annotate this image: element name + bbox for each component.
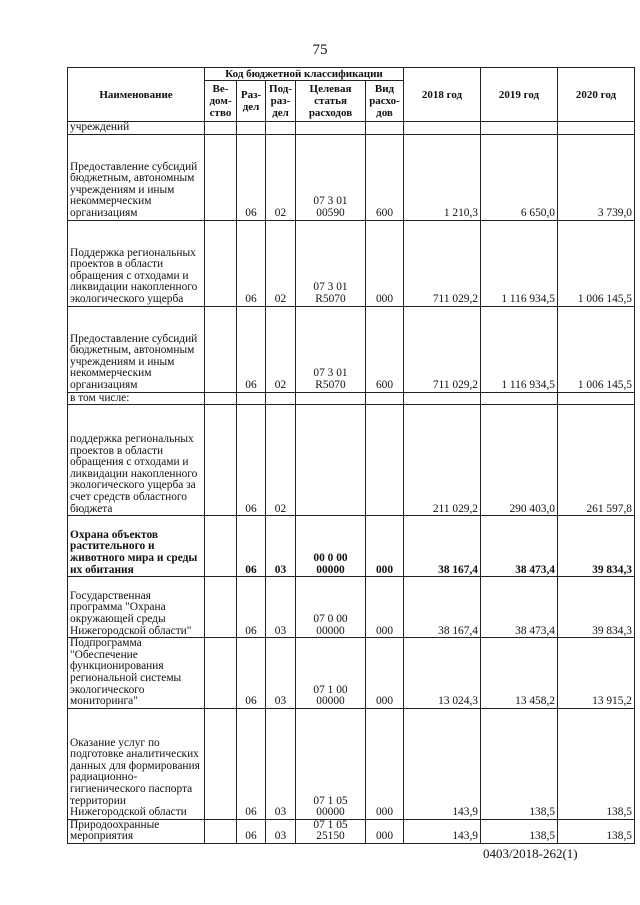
row-amount-2018: 143,9 bbox=[404, 819, 481, 843]
row-ved bbox=[205, 134, 237, 220]
footer-document-code: 0403/2018-262(1) bbox=[483, 846, 578, 861]
row-amount-2019: 138,5 bbox=[481, 819, 558, 843]
row-ved bbox=[205, 405, 237, 516]
row-tselevaya-statya: 07 3 01 R5070 bbox=[296, 220, 366, 306]
row-amount-2018: 143,9 bbox=[404, 708, 481, 819]
row-amount-2019: 1 116 934,5 bbox=[481, 306, 558, 392]
row-tselevaya-statya: 07 1 00 00000 bbox=[296, 638, 366, 709]
table-row bbox=[68, 516, 635, 577]
row-amount-2020: 13 915,2 bbox=[558, 638, 635, 709]
row-amount-2019: 290 403,0 bbox=[481, 405, 558, 516]
row-ved bbox=[205, 306, 237, 392]
row-tselevaya-statya bbox=[296, 392, 366, 405]
row-vid-raskhodov: 000 bbox=[366, 708, 404, 819]
table-row bbox=[68, 819, 635, 843]
row-amount-2018: 38 167,4 bbox=[404, 577, 481, 638]
row-podrazdel: 03 bbox=[266, 708, 296, 819]
row-amount-2018: 38 167,4 bbox=[404, 516, 481, 577]
row-name: Природоохранные мероприятия bbox=[68, 819, 205, 843]
row-ved bbox=[205, 516, 237, 577]
row-vid-raskhodov bbox=[366, 405, 404, 516]
row-amount-2019: 138,5 bbox=[481, 708, 558, 819]
row-amount-2019: 38 473,4 bbox=[481, 577, 558, 638]
row-amount-2018: 1 210,3 bbox=[404, 134, 481, 220]
row-amount-2020: 138,5 bbox=[558, 708, 635, 819]
row-amount-2020 bbox=[558, 392, 635, 405]
row-amount-2020: 3 739,0 bbox=[558, 134, 635, 220]
row-vid-raskhodov: 600 bbox=[366, 306, 404, 392]
table-row bbox=[68, 577, 635, 638]
row-razdel: 06 bbox=[237, 306, 266, 392]
row-amount-2018: 711 029,2 bbox=[404, 220, 481, 306]
row-amount-2018: 711 029,2 bbox=[404, 306, 481, 392]
row-amount-2020: 39 834,3 bbox=[558, 577, 635, 638]
row-razdel: 06 bbox=[237, 405, 266, 516]
row-amount-2020 bbox=[558, 122, 635, 135]
row-name: Государственная программа "Охрана окружающей среды Нижегородской области" bbox=[68, 577, 205, 638]
row-amount-2018: 211 029,2 bbox=[404, 405, 481, 516]
row-tselevaya-statya: 07 1 05 00000 bbox=[296, 708, 366, 819]
table-row bbox=[68, 708, 635, 819]
row-razdel bbox=[237, 392, 266, 405]
row-vid-raskhodov bbox=[366, 392, 404, 405]
row-amount-2019 bbox=[481, 392, 558, 405]
header-ved: Ве- дом- ство bbox=[205, 81, 237, 122]
row-vid-raskhodov: 000 bbox=[366, 577, 404, 638]
header-classification-group: Код бюджетной классификации bbox=[205, 68, 404, 81]
row-razdel: 06 bbox=[237, 134, 266, 220]
row-podrazdel: 03 bbox=[266, 638, 296, 709]
row-amount-2018: 13 024,3 bbox=[404, 638, 481, 709]
table-row bbox=[68, 306, 635, 392]
table-row bbox=[68, 392, 635, 405]
row-name: поддержка региональных проектов в области обращения с отходами и ликвидации накопленного экологического ущерба за счет средств областного бюджета bbox=[68, 405, 205, 516]
row-tselevaya-statya: 07 3 01 R5070 bbox=[296, 306, 366, 392]
row-vid-raskhodov bbox=[366, 122, 404, 135]
row-amount-2020: 138,5 bbox=[558, 819, 635, 843]
row-ved bbox=[205, 638, 237, 709]
row-tselevaya-statya: 07 0 00 00000 bbox=[296, 577, 366, 638]
row-ved bbox=[205, 392, 237, 405]
table-body bbox=[68, 122, 635, 844]
table-row bbox=[68, 405, 635, 516]
row-amount-2019: 1 116 934,5 bbox=[481, 220, 558, 306]
row-name: Подпрограмма "Обеспечение функционирования региональной системы экологического мониторинга" bbox=[68, 638, 205, 709]
row-vid-raskhodov: 000 bbox=[366, 516, 404, 577]
row-amount-2019: 38 473,4 bbox=[481, 516, 558, 577]
row-name: в том числе: bbox=[68, 392, 205, 405]
row-tselevaya-statya: 00 0 00 00000 bbox=[296, 516, 366, 577]
header-2020: 2020 год bbox=[558, 68, 635, 122]
row-amount-2020: 39 834,3 bbox=[558, 516, 635, 577]
header-name: Наименование bbox=[68, 68, 205, 122]
table-row bbox=[68, 220, 635, 306]
row-amount-2018 bbox=[404, 122, 481, 135]
header-vid-raskhodov: Вид расхо- дов bbox=[366, 81, 404, 122]
row-amount-2018 bbox=[404, 392, 481, 405]
row-razdel: 06 bbox=[237, 708, 266, 819]
row-amount-2020: 1 006 145,5 bbox=[558, 220, 635, 306]
row-razdel: 06 bbox=[237, 220, 266, 306]
table-row bbox=[68, 134, 635, 220]
row-name: Охрана объектов растительного и животного мира и среды их обитания bbox=[68, 516, 205, 577]
row-tselevaya-statya bbox=[296, 405, 366, 516]
row-podrazdel: 02 bbox=[266, 405, 296, 516]
header-podrazdel: Под- раз- дел bbox=[266, 81, 296, 122]
row-podrazdel: 02 bbox=[266, 306, 296, 392]
header-tselevaya-statya: Целевая статья расходов bbox=[296, 81, 366, 122]
row-razdel: 06 bbox=[237, 819, 266, 843]
row-podrazdel bbox=[266, 392, 296, 405]
header-2019: 2019 год bbox=[481, 68, 558, 122]
row-podrazdel: 02 bbox=[266, 220, 296, 306]
row-podrazdel: 03 bbox=[266, 516, 296, 577]
row-name: Предоставление субсидий бюджетным, автономным учреждениям и иным некоммерческим организациям bbox=[68, 134, 205, 220]
row-podrazdel: 03 bbox=[266, 577, 296, 638]
row-tselevaya-statya bbox=[296, 122, 366, 135]
row-vid-raskhodov: 600 bbox=[366, 134, 404, 220]
header-2018: 2018 год bbox=[404, 68, 481, 122]
row-podrazdel bbox=[266, 122, 296, 135]
row-tselevaya-statya: 07 1 05 25150 bbox=[296, 819, 366, 843]
row-podrazdel: 02 bbox=[266, 134, 296, 220]
row-ved bbox=[205, 122, 237, 135]
row-vid-raskhodov: 000 bbox=[366, 638, 404, 709]
row-amount-2020: 261 597,8 bbox=[558, 405, 635, 516]
row-amount-2020: 1 006 145,5 bbox=[558, 306, 635, 392]
row-ved bbox=[205, 220, 237, 306]
row-ved bbox=[205, 577, 237, 638]
row-amount-2019: 6 650,0 bbox=[481, 134, 558, 220]
row-ved bbox=[205, 708, 237, 819]
row-vid-raskhodov: 000 bbox=[366, 819, 404, 843]
row-tselevaya-statya: 07 3 01 00590 bbox=[296, 134, 366, 220]
header-razdel: Раз- дел bbox=[237, 81, 266, 122]
page-number: 75 bbox=[312, 42, 328, 58]
row-vid-raskhodov: 000 bbox=[366, 220, 404, 306]
table-row bbox=[68, 122, 635, 135]
row-name: учреждений bbox=[68, 122, 205, 135]
row-name: Оказание услуг по подготовке аналитических данных для формирования радиационно-гигиенического паспорта территории Нижегородской области bbox=[68, 708, 205, 819]
row-amount-2019 bbox=[481, 122, 558, 135]
budget-table bbox=[67, 67, 635, 844]
row-amount-2019: 13 458,2 bbox=[481, 638, 558, 709]
row-razdel: 06 bbox=[237, 516, 266, 577]
row-podrazdel: 03 bbox=[266, 819, 296, 843]
row-razdel: 06 bbox=[237, 577, 266, 638]
table-row bbox=[68, 638, 635, 709]
row-name: Поддержка региональных проектов в области обращения с отходами и ликвидации накопленного экологического ущерба bbox=[68, 220, 205, 306]
row-razdel: 06 bbox=[237, 638, 266, 709]
row-name: Предоставление субсидий бюджетным, автономным учреждениям и иным некоммерческим организациям bbox=[68, 306, 205, 392]
row-ved bbox=[205, 819, 237, 843]
row-razdel bbox=[237, 122, 266, 135]
